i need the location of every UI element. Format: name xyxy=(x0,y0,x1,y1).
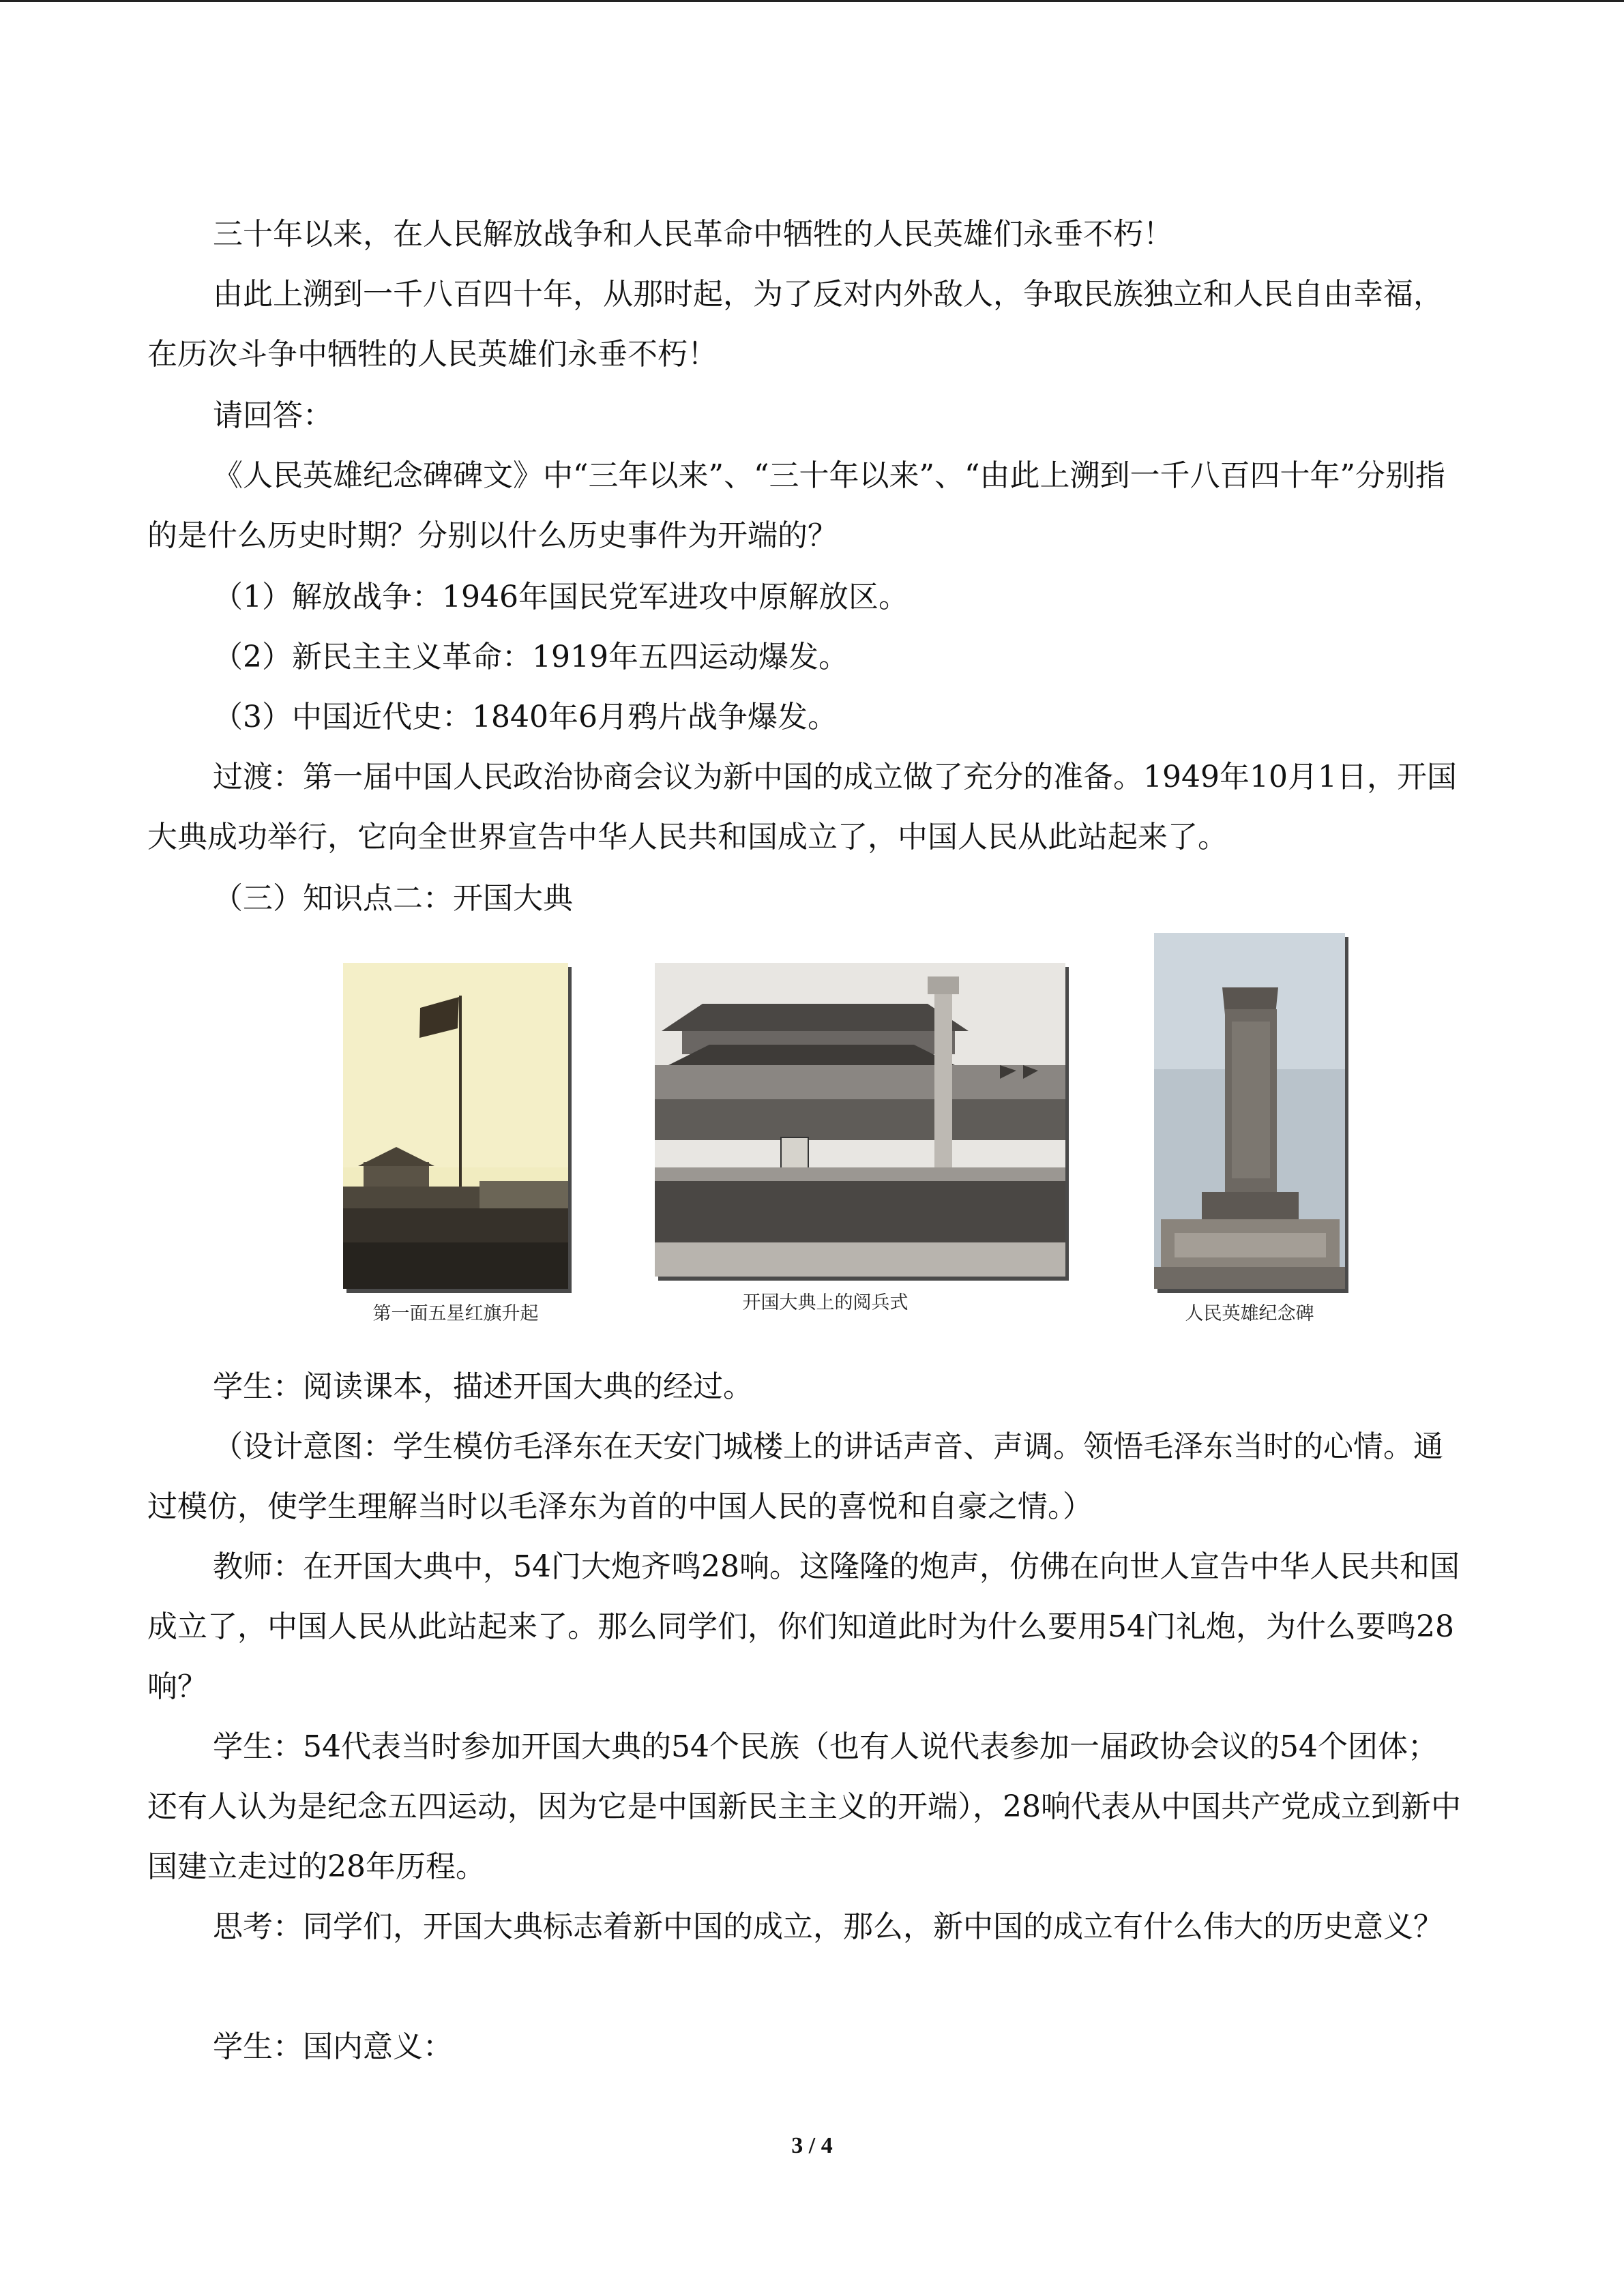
page-top-border xyxy=(0,0,1624,2)
paragraph: 三十年以来，在人民解放战争和人民革命中牺牲的人民英雄们永垂不朽！ xyxy=(213,217,1173,252)
monument-photo xyxy=(1154,933,1345,1289)
military-parade-photo xyxy=(655,963,1065,1277)
flag-raising-photo xyxy=(343,963,568,1289)
figure-caption: 第一面五星红旗升起 xyxy=(372,1303,539,1324)
list-item: （3）中国近代史：1840年6月鸦片战争爆发。 xyxy=(213,700,838,734)
paragraph: 由此上溯到一千八百四十年，从那时起，为了反对内外敌人，争取民族独立和人民自由幸福，在历次斗争中牺牲的人民英雄们永垂不朽！ xyxy=(147,277,1443,372)
paragraph: 学生：阅读课本，描述开国大典的经过。 xyxy=(213,1369,753,1404)
figure-caption: 人民英雄纪念碑 xyxy=(1185,1303,1314,1324)
section-heading: （三）知识点二：开国大典 xyxy=(213,881,573,916)
figure-caption: 开国大典上的阅兵式 xyxy=(742,1292,909,1313)
paragraph: 请回答： xyxy=(213,398,333,433)
list-item: （2）新民主主义革命：1919年五四运动爆发。 xyxy=(213,640,848,674)
paragraph: 学生：54代表当时参加开国大典的54个民族（也有人说代表参加一届政协会议的54个团体；还有人认为是纪念五四运动，因为它是中国新民主主义的开端），28响代表从中国共产党成立到新中国建立走过的28年历程。 xyxy=(147,1729,1461,1884)
paragraph: 《人民英雄纪念碑碑文》中“三年以来”、“三十年以来”、“由此上溯到一千八百四十年”分别指的是什么历史时期？分别以什么历史事件为开端的？ xyxy=(147,458,1445,553)
paragraph: 思考：同学们，开国大典标志着新中国的成立，那么，新中国的成立有什么伟大的历史意义？ xyxy=(213,1909,1443,1944)
paragraph: 教师：在开国大典中，54门大炮齐鸣28响。这隆隆的炮声，仿佛在向世人宣告中华人民共和国成立了，中国人民从此站起来了。那么同学们，你们知道此时为什么要用54门礼炮，为什么要鸣28响？ xyxy=(147,1549,1460,1704)
page-number: 3 / 4 xyxy=(791,2133,833,2158)
paragraph: 学生：国内意义： xyxy=(213,2029,453,2064)
paragraph: （设计意图：学生模仿毛泽东在天安门城楼上的讲话声音、声调。领悟毛泽东当时的心情。通过模仿，使学生理解当时以毛泽东为首的中国人民的喜悦和自豪之情。） xyxy=(147,1429,1443,1524)
figure-flag-raising xyxy=(343,963,568,1332)
paragraph: 过渡：第一届中国人民政治协商会议为新中国的成立做了充分的准备。1949年10月1日，开国大典成功举行，它向全世界宣告中华人民共和国成立了，中国人民从此站起来了。 xyxy=(147,760,1457,854)
figure-monument xyxy=(1154,933,1345,1332)
figure-military-parade xyxy=(655,963,1065,1332)
list-item: （1）解放战争：1946年国民党军进攻中原解放区。 xyxy=(213,580,909,614)
